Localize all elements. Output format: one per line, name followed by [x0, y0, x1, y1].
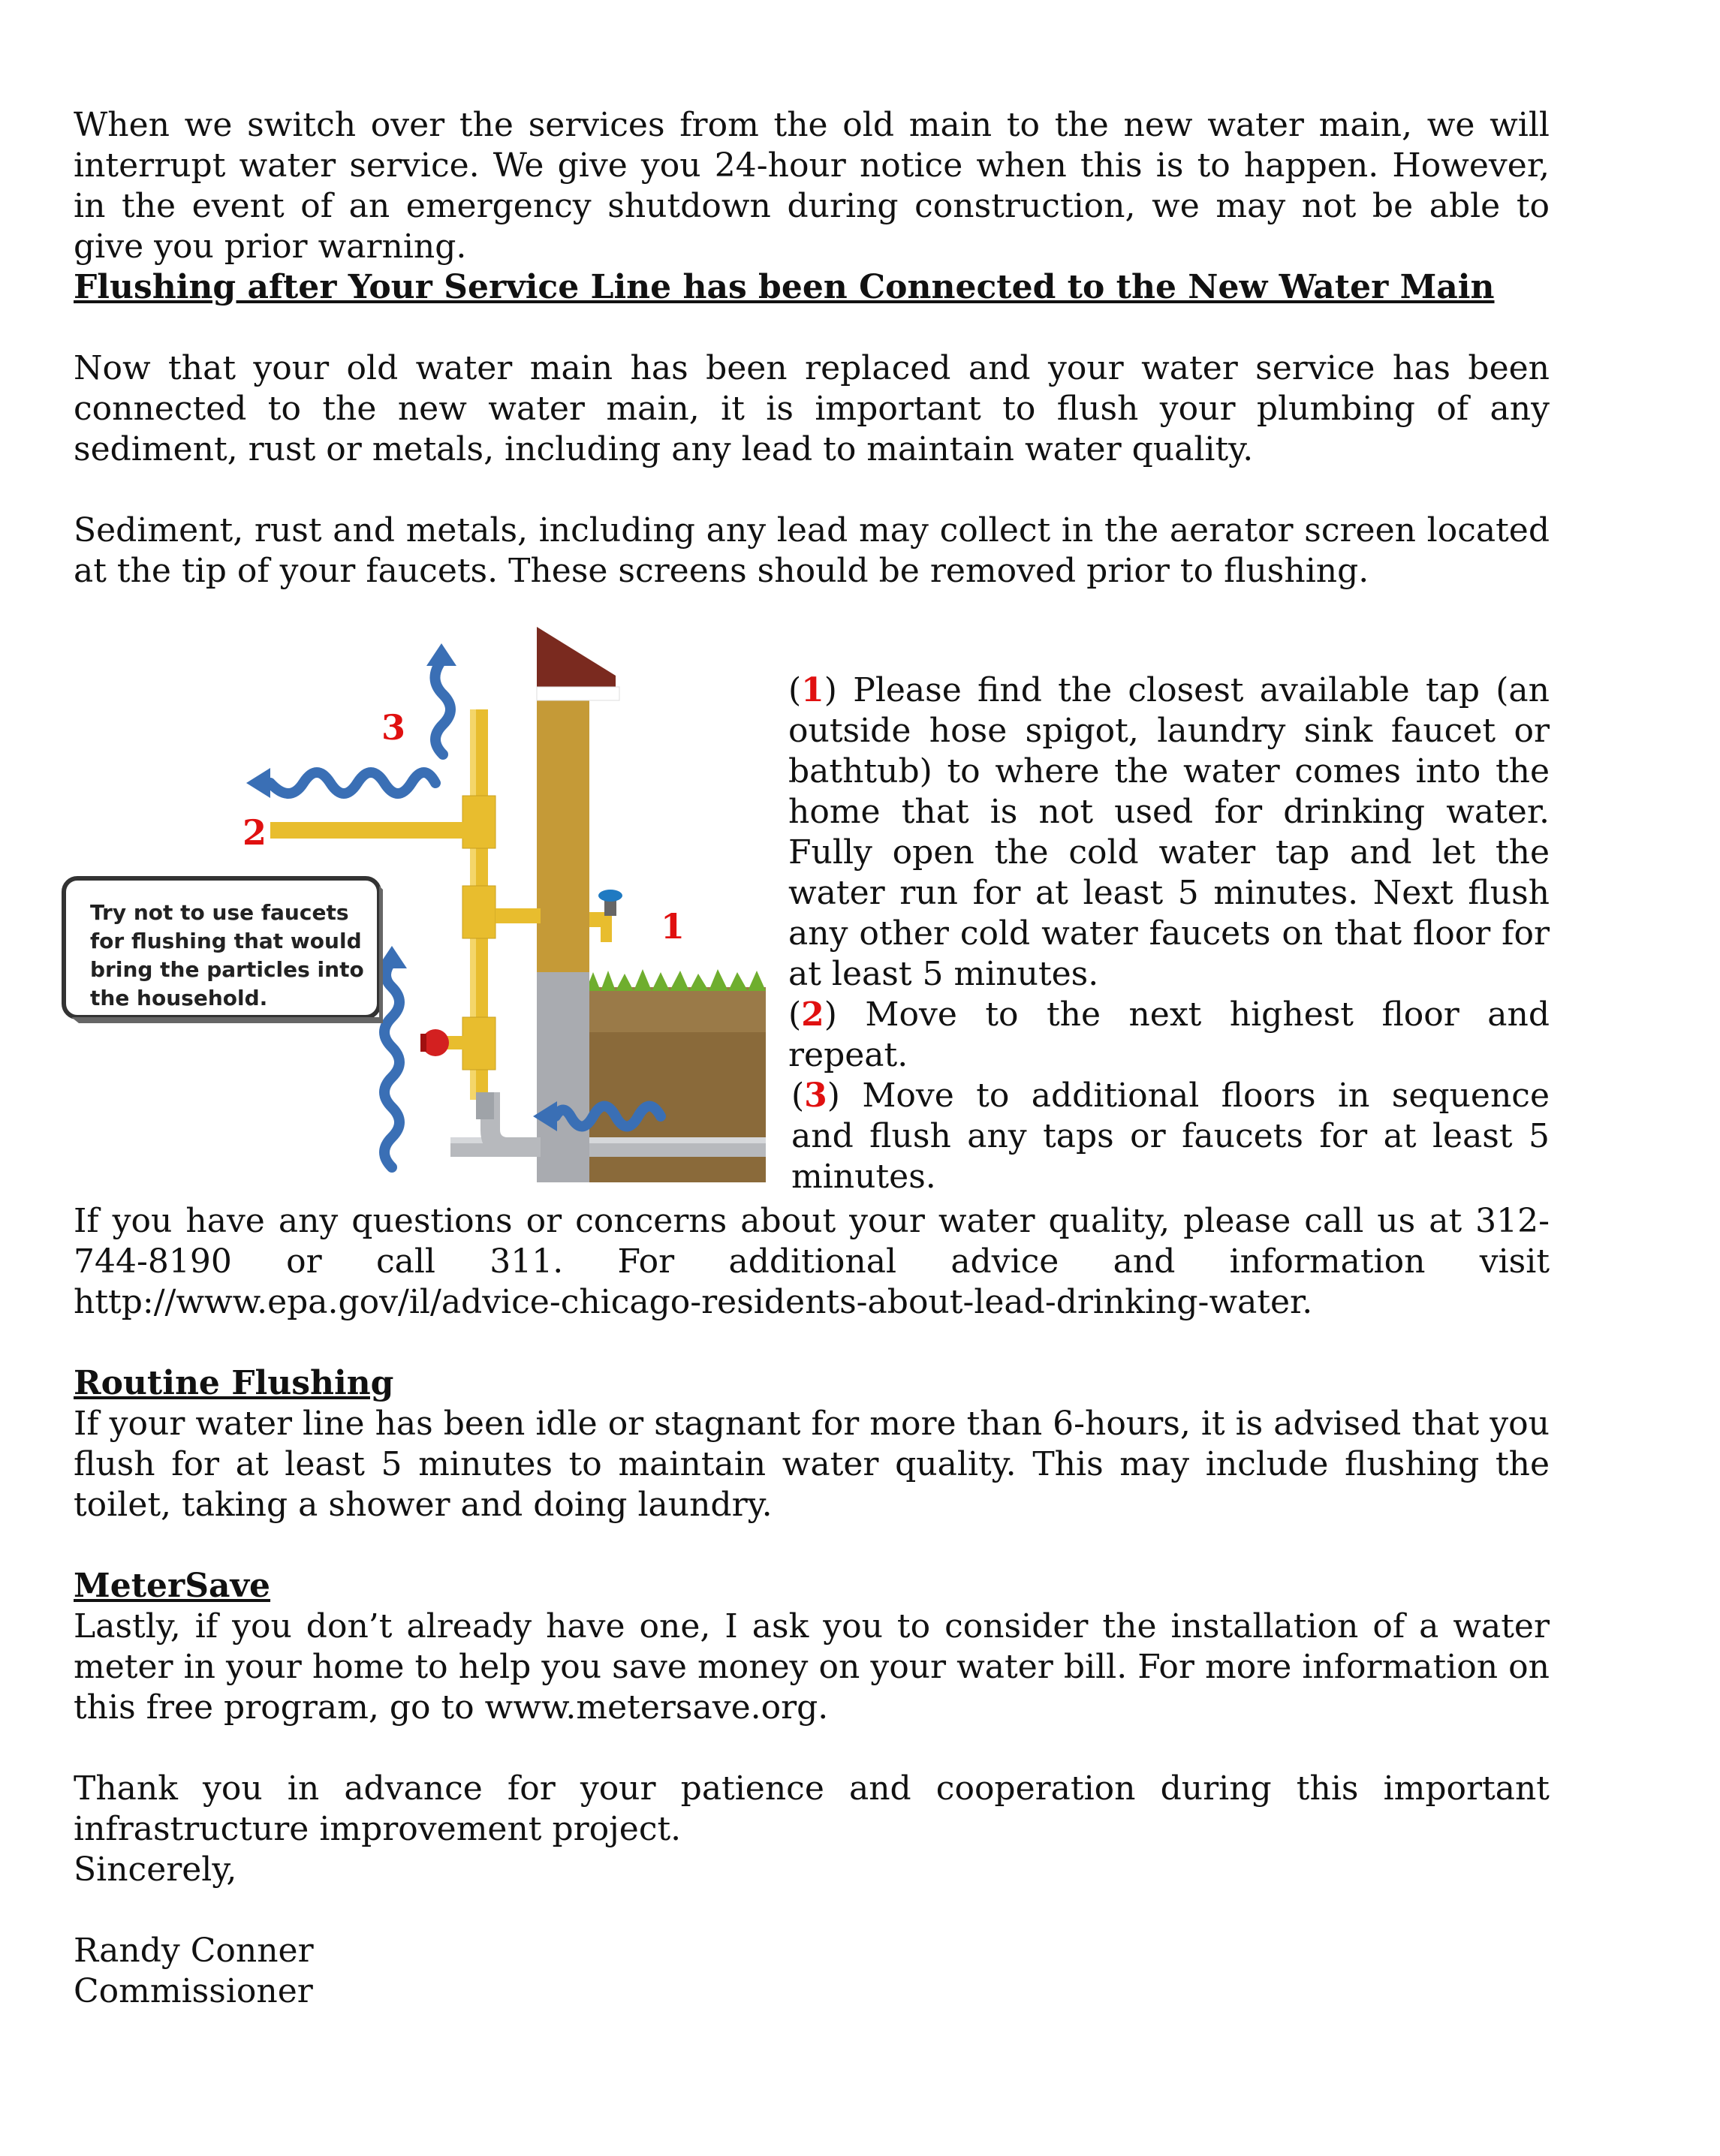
flushing-paragraph-2: Sediment, rust and metals, including any lead may collect in the aerator screen located at the tip of your faucets. These screens should be removed prior to flushing.: [74, 511, 1550, 590]
callout-line-3: bring the particles into: [90, 957, 364, 982]
steps-list: [788, 670, 1550, 1197]
water-arrow-2: [270, 772, 435, 793]
metersave-heading: MeterSave: [74, 1567, 271, 1605]
sincerely: Sincerely,: [74, 1850, 237, 1889]
figure-label-3: 3: [381, 707, 406, 748]
thanks-paragraph: Thank you in advance for your patience and cooperation during this important infrastructure improvement project.: [74, 1769, 1550, 1848]
figure-label-2: 2: [242, 812, 267, 853]
roof: [537, 627, 616, 687]
routine-paragraph: If your water line has been idle or stagnant for more than 6-hours, it is advised that you flush for at least 5 minutes to maintain water quality. This may include flushing the toilet, taking a shower and doing laundry.: [74, 1405, 1550, 1524]
step-number-2: 2: [801, 995, 824, 1034]
callout-line-1: Try not to use faucets: [90, 900, 349, 925]
flushing-illustration: [45, 612, 781, 1182]
step-1: (1) Please find the closest available tap (an outside hose spigot, laundry sink faucet or bathtub) to where the water comes into the home that is not used for drinking water. Fully open the cold water tap and let the water run for at least 5 minutes. Next flush any other cold water faucets on that floor for at least 5 minutes.: [788, 671, 1550, 993]
outside-spigot: [604, 901, 616, 916]
step-3: (3) Move to additional floors in sequence and flush any taps or faucets for at least 5 minutes.: [791, 1076, 1550, 1196]
branch-pipe-2: [270, 822, 465, 839]
signer-title: Commissioner: [74, 1972, 313, 2010]
step-number-1: 1: [801, 671, 824, 709]
house-post: [537, 698, 589, 972]
callout-line-2: for flushing that would: [90, 929, 362, 953]
grass: [586, 969, 766, 991]
metersave-paragraph: Lastly, if you don’t already have one, I ask you to consider the installation of a water meter in your home to help you save money on your water bill. For more information on this free program, go to www.metersave.org.: [74, 1607, 1550, 1727]
step-text-2: Move to the next highest floor and repeat.: [788, 995, 1550, 1074]
step-2: (2) Move to the next highest floor and repeat.: [788, 995, 1550, 1074]
step-text-3: Move to additional floors in sequence and flush any taps or faucets for at least 5 minutes.: [791, 1076, 1550, 1196]
flushing-heading: Flushing after Your Service Line has been Connected to the New Water Main: [74, 268, 1495, 306]
water-arrow-up: [384, 961, 399, 1167]
routine-heading: Routine Flushing: [74, 1364, 394, 1402]
water-meter: [476, 1092, 494, 1119]
contact-paragraph: If you have any questions or concerns about your water quality, please call us at 312-744-8190 or call 311. For additional advice and information visit http://www.epa.gov/il/advice-chicago-residents-about-lead-drinking-water.: [74, 1202, 1550, 1321]
water-arrow-3: [435, 661, 450, 754]
foundation-wall: [537, 965, 589, 1182]
intro-paragraph: When we switch over the services from the old main to the new water main, we will interrupt water service. We give you 24-hour notice when this is to happen. However, in the event of an emergency shutdown during construction, we may not be able to give you prior warning.: [74, 106, 1550, 266]
step-number-3: 3: [804, 1076, 827, 1115]
callout-line-4: the household.: [90, 986, 268, 1010]
flushing-paragraph-1: Now that your old water main has been replaced and your water service has been connected to the new water main, it is important to flush your plumbing of any sediment, rust or metals, including any lead to maintain water quality.: [74, 349, 1550, 468]
figure-label-1: 1: [661, 906, 685, 947]
step-text-1: Please find the closest available tap (an outside hose spigot, laundry sink faucet or bathtub) to where the water comes into the home that is not used for drinking water. Fully open the cold water tap and let the water run for at least 5 minutes. Next flush any other cold water faucets on that floor for at least 5 minutes.: [788, 671, 1550, 993]
signer-name: Randy Conner: [74, 1932, 314, 1970]
